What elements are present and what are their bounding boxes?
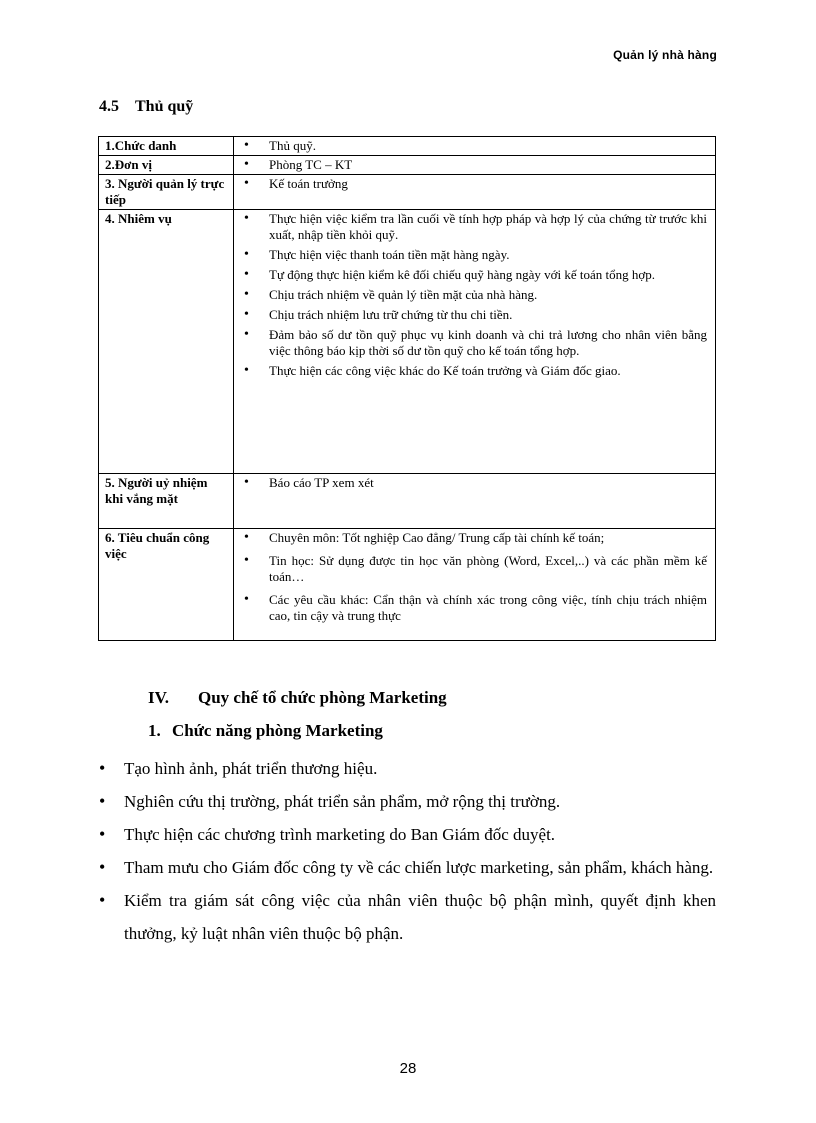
list-item: • Tạo hình ảnh, phát triển thương hiệu. bbox=[99, 752, 716, 785]
section-title bbox=[99, 98, 193, 116]
list-item: • Nghiên cứu thị trường, phát triển sản phẩm, mở rộng thị trường. bbox=[99, 785, 716, 818]
list-item: • Đảm bảo số dư tồn quỹ phục vụ kinh doanh và chi trả lương cho nhân viên bằng việc thông báo kịp thời số dư tồn quỹ cho kế toán tổng hợp. bbox=[242, 327, 707, 359]
table-row bbox=[99, 474, 716, 529]
chapter-title: Quy chế tổ chức phòng Marketing bbox=[198, 688, 447, 707]
row-label: 1.Chức danh bbox=[99, 137, 234, 156]
table-row bbox=[99, 156, 716, 175]
subsection-number: 1. bbox=[148, 721, 161, 740]
list-item: • Các yêu cầu khác: Cẩn thận và chính xác trong công việc, tính chịu trách nhiệm cao, tin cậy và trung thực bbox=[242, 592, 707, 624]
row-value bbox=[234, 156, 716, 175]
list-item: • Chuyên môn: Tốt nghiệp Cao đẳng/ Trung cấp tài chính kế toán; bbox=[242, 530, 707, 546]
section-title-text: Thủ quỹ bbox=[135, 98, 194, 115]
function-list bbox=[99, 752, 716, 950]
list-item: • Kiểm tra giám sát công việc của nhân viên thuộc bộ phận mình, quyết định khen thưởng, kỷ luật nhân viên thuộc bộ phận. bbox=[99, 884, 716, 950]
row-label: 3. Người quản lý trực tiếp bbox=[99, 175, 234, 210]
page-number: 28 bbox=[399, 1060, 417, 1077]
row-label: 6. Tiêu chuẩn công việc bbox=[99, 529, 234, 641]
row-value bbox=[234, 175, 716, 210]
list-item: • Tin học: Sử dụng được tin học văn phòng (Word, Excel,..) và các phần mềm kế toán… bbox=[242, 553, 707, 585]
subsection-title: Chức năng phòng Marketing bbox=[172, 721, 383, 740]
row-label: 4. Nhiêm vụ bbox=[99, 210, 234, 474]
list-item: • Thực hiện việc thanh toán tiền mặt hàng ngày. bbox=[242, 247, 707, 263]
row-label: 5. Người uỷ nhiệm khi vắng mặt bbox=[99, 474, 234, 529]
page-header: Quản lý nhà hàng bbox=[613, 48, 717, 62]
list-item: • Thực hiện các chương trình marketing do Ban Giám đốc duyệt. bbox=[99, 818, 716, 851]
list-item: • Phòng TC – KT bbox=[242, 157, 707, 173]
row-value bbox=[234, 529, 716, 641]
list-item: • Thủ quỹ. bbox=[242, 138, 707, 154]
table-row bbox=[99, 210, 716, 474]
list-item: • Tham mưu cho Giám đốc công ty về các chiến lược marketing, sản phẩm, khách hàng. bbox=[99, 851, 716, 884]
list-item: • Thực hiện việc kiểm tra lần cuối về tính hợp pháp và hợp lý của chứng từ trước khi xuất, nhập tiền khỏi quỹ. bbox=[242, 211, 707, 243]
list-item: • Báo cáo TP xem xét bbox=[242, 475, 707, 491]
list-item: • Kế toán trưởng bbox=[242, 176, 707, 192]
row-value bbox=[234, 210, 716, 474]
table-row bbox=[99, 137, 716, 156]
list-item: • Chịu trách nhiệm về quản lý tiền mặt của nhà hàng. bbox=[242, 287, 707, 303]
table-row bbox=[99, 529, 716, 641]
list-item: • Thực hiện các công việc khác do Kế toán trưởng và Giám đốc giao. bbox=[242, 363, 707, 379]
row-label: 2.Đơn vị bbox=[99, 156, 234, 175]
chapter-heading bbox=[148, 688, 447, 708]
section-number: 4.5 bbox=[99, 98, 119, 115]
table-row bbox=[99, 175, 716, 210]
list-item: • Tự động thực hiện kiểm kê đối chiếu quỹ hàng ngày với kế toán tổng hợp. bbox=[242, 267, 707, 283]
subsection-heading bbox=[148, 721, 383, 741]
row-value bbox=[234, 137, 716, 156]
chapter-number: IV. bbox=[148, 688, 169, 707]
row-value bbox=[234, 474, 716, 529]
list-item: • Chịu trách nhiệm lưu trữ chứng từ thu chi tiền. bbox=[242, 307, 707, 323]
job-description-table bbox=[98, 136, 716, 641]
